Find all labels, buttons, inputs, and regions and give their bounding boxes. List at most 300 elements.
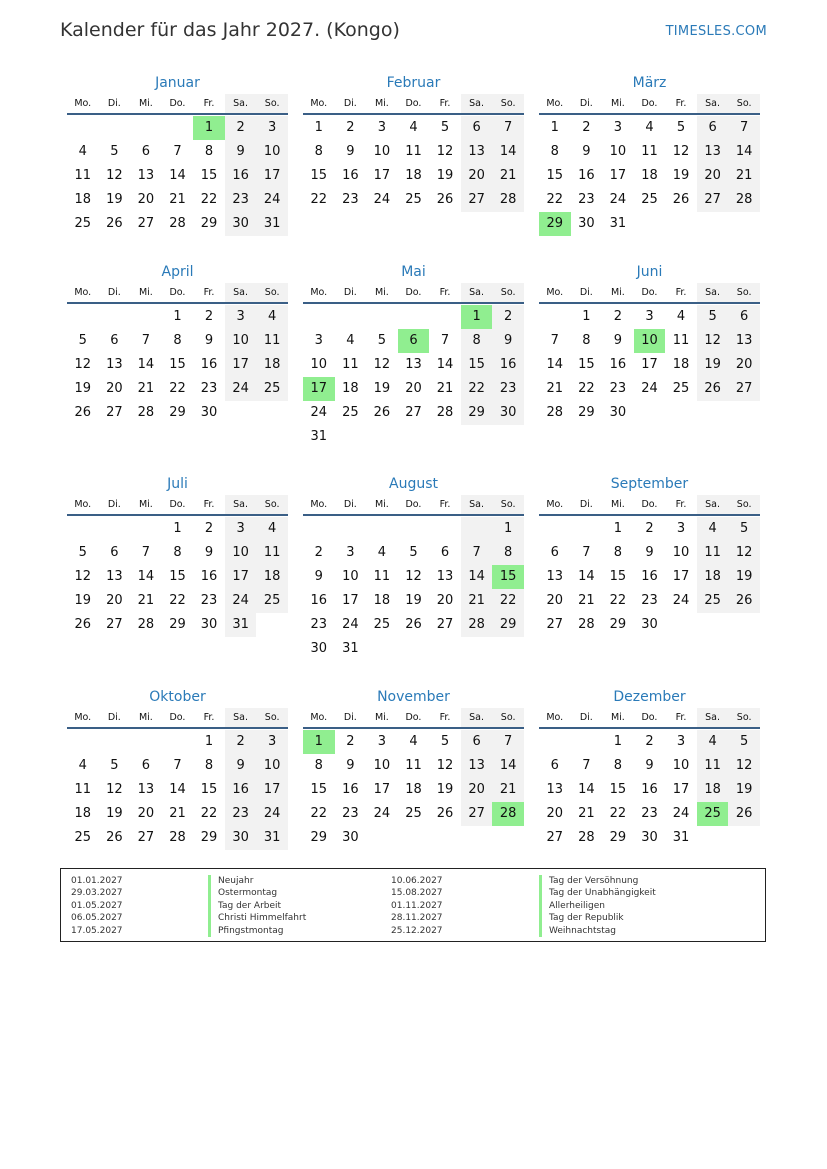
- weekday-label: Mi.: [138, 287, 153, 298]
- weekday-label: So.: [256, 495, 288, 514]
- day-cell: 7: [173, 144, 182, 159]
- weekday-label: Sa.: [697, 94, 729, 113]
- weekday-label: Do.: [405, 712, 422, 723]
- day-cell: 25: [342, 405, 359, 420]
- day-cell: 14: [546, 357, 564, 372]
- day-cell: 9: [645, 758, 654, 773]
- day-cell: 9: [613, 333, 623, 348]
- day-cell: 17: [256, 778, 288, 802]
- empty-cell: [256, 401, 288, 425]
- day-cell: 21: [436, 381, 454, 396]
- day-cell: 23: [578, 192, 595, 207]
- day-cell: 29: [200, 830, 218, 845]
- day-cell: 23: [492, 377, 524, 401]
- day-cell: 15: [546, 168, 564, 183]
- day-cell: 21: [728, 164, 760, 188]
- weekday-label: Sa.: [225, 708, 257, 727]
- weekday-label: Sa.: [461, 283, 493, 302]
- weekday-header: [67, 94, 288, 115]
- day-cell: 18: [405, 168, 422, 183]
- empty-cell: [539, 305, 571, 329]
- day-cell: 10: [672, 758, 690, 773]
- day-cell: 26: [728, 802, 760, 826]
- day-grid: [539, 305, 760, 425]
- weekday-label: Di.: [579, 98, 593, 109]
- day-cell: 14: [492, 754, 524, 778]
- weekday-label: Mo.: [74, 98, 92, 109]
- day-cell: 15: [578, 357, 595, 372]
- weekday-label: Mo.: [546, 287, 564, 298]
- day-cell: 22: [310, 192, 328, 207]
- day-cell: 30: [641, 617, 658, 632]
- weekday-label: Mi.: [610, 499, 625, 510]
- empty-cell: [539, 730, 571, 754]
- day-cell: 26: [697, 377, 729, 401]
- empty-cell: [67, 517, 99, 541]
- day-cell: 28: [169, 216, 186, 231]
- day-cell: 23: [342, 806, 359, 821]
- day-cell: 14: [728, 140, 760, 164]
- day-cell: 8: [204, 758, 214, 773]
- day-cell: 24: [672, 593, 690, 608]
- month-name: Februar: [386, 75, 441, 91]
- weekday-label: Mo.: [546, 712, 564, 723]
- day-cell: 17: [609, 168, 627, 183]
- empty-cell: [366, 826, 398, 850]
- day-cell: 20: [137, 806, 155, 821]
- day-cell: 30: [310, 641, 328, 656]
- weekday-label: Fr.: [203, 499, 215, 510]
- day-grid: [303, 305, 524, 449]
- empty-cell: [461, 637, 493, 661]
- holiday-date: 28.11.2027: [391, 913, 443, 924]
- brand-logo[interactable]: TIMESLES.COM: [665, 24, 767, 39]
- day-cell: 31: [225, 613, 257, 637]
- day-cell: 27: [697, 188, 729, 212]
- empty-cell: [461, 425, 493, 449]
- day-cell: 9: [204, 545, 214, 560]
- day-cell: 19: [697, 353, 729, 377]
- day-cell: 29: [578, 405, 595, 420]
- empty-cell: [335, 425, 367, 449]
- month-10: [67, 686, 288, 850]
- day-cell: 10: [373, 144, 391, 159]
- day-cell: 4: [409, 734, 418, 749]
- empty-cell: [697, 401, 729, 425]
- empty-cell: [492, 425, 524, 449]
- day-cell: 18: [342, 381, 359, 396]
- empty-cell: [728, 613, 760, 637]
- day-cell: 28: [728, 188, 760, 212]
- day-cell: 2: [204, 521, 214, 536]
- empty-cell: [429, 637, 461, 661]
- day-cell: 29: [609, 830, 627, 845]
- holiday-names-left: [208, 875, 306, 937]
- weekday-label: Mo.: [310, 287, 328, 298]
- day-cell: 31: [342, 641, 359, 656]
- holiday-name: Tag der Unabhängigkeit: [549, 888, 656, 899]
- day-cell: 7: [173, 758, 182, 773]
- empty-cell: [99, 517, 131, 541]
- day-cell: 22: [169, 381, 186, 396]
- holiday-date: 01.11.2027: [391, 900, 443, 911]
- day-cell: 24: [225, 589, 257, 613]
- empty-cell: [728, 826, 760, 850]
- day-cell: 2: [645, 734, 654, 749]
- day-cell: 14: [169, 782, 186, 797]
- weekday-label: Di.: [107, 287, 121, 298]
- day-cell: 1: [613, 521, 623, 536]
- holiday-day-cell: 1: [303, 730, 335, 754]
- day-cell: 9: [346, 144, 355, 159]
- day-cell: 13: [137, 782, 155, 797]
- month-name: Juni: [636, 264, 663, 280]
- holiday-day-cell: 29: [539, 212, 571, 236]
- weekday-header: [303, 94, 524, 115]
- month-1: [67, 72, 288, 236]
- day-cell: 13: [405, 357, 422, 372]
- empty-cell: [728, 401, 760, 425]
- day-cell: 14: [578, 569, 595, 584]
- day-cell: 5: [110, 144, 119, 159]
- day-cell: 16: [200, 357, 218, 372]
- day-cell: 24: [641, 381, 658, 396]
- day-cell: 4: [697, 730, 729, 754]
- empty-cell: [67, 305, 99, 329]
- day-cell: 5: [728, 517, 760, 541]
- empty-cell: [492, 826, 524, 850]
- empty-cell: [162, 730, 194, 754]
- day-cell: 30: [609, 405, 627, 420]
- day-cell: 17: [225, 565, 257, 589]
- day-cell: 26: [405, 617, 422, 632]
- day-cell: 15: [310, 168, 328, 183]
- day-cell: 19: [672, 168, 690, 183]
- day-cell: 24: [256, 188, 288, 212]
- day-cell: 9: [346, 758, 355, 773]
- day-cell: 27: [106, 405, 123, 420]
- day-cell: 25: [373, 617, 391, 632]
- day-cell: 21: [169, 806, 186, 821]
- holiday-name: Ostermontag: [218, 888, 278, 899]
- day-cell: 7: [461, 541, 493, 565]
- day-cell: 6: [141, 144, 151, 159]
- weekday-label: So.: [256, 94, 288, 113]
- empty-cell: [99, 305, 131, 329]
- weekday-label: So.: [728, 283, 760, 302]
- empty-cell: [665, 212, 697, 236]
- day-cell: 15: [169, 569, 186, 584]
- month-2: [303, 72, 524, 212]
- day-cell: 6: [697, 116, 729, 140]
- weekday-header: [539, 495, 760, 516]
- day-cell: 24: [225, 377, 257, 401]
- day-cell: 14: [436, 357, 454, 372]
- day-cell: 9: [645, 545, 654, 560]
- day-cell: 4: [346, 333, 355, 348]
- day-grid: [303, 116, 524, 212]
- weekday-label: Do.: [641, 287, 658, 298]
- day-cell: 20: [106, 593, 123, 608]
- empty-cell: [398, 425, 430, 449]
- day-cell: 22: [609, 806, 627, 821]
- holiday-date: 01.01.2027: [71, 876, 123, 886]
- day-cell: 18: [697, 565, 729, 589]
- weekday-label: Mo.: [546, 499, 564, 510]
- day-cell: 26: [672, 192, 690, 207]
- day-cell: 14: [137, 569, 155, 584]
- day-cell: 11: [256, 329, 288, 353]
- day-cell: 26: [106, 830, 123, 845]
- day-cell: 8: [613, 758, 623, 773]
- day-cell: 21: [137, 593, 155, 608]
- empty-cell: [162, 116, 194, 140]
- day-cell: 2: [645, 521, 654, 536]
- empty-cell: [303, 517, 335, 541]
- day-cell: 23: [225, 802, 257, 826]
- day-cell: 23: [200, 381, 218, 396]
- day-cell: 7: [492, 116, 524, 140]
- month-name: August: [389, 476, 438, 492]
- day-cell: 15: [310, 782, 328, 797]
- day-cell: 20: [461, 778, 493, 802]
- day-cell: 30: [342, 830, 359, 845]
- day-cell: 10: [310, 357, 328, 372]
- day-cell: 29: [492, 613, 524, 637]
- weekday-header: [67, 708, 288, 729]
- day-cell: 5: [440, 120, 450, 135]
- empty-cell: [130, 517, 162, 541]
- weekday-label: Mo.: [310, 98, 328, 109]
- day-cell: 8: [492, 541, 524, 565]
- day-cell: 27: [546, 830, 564, 845]
- weekday-label: Sa.: [697, 495, 729, 514]
- day-cell: 27: [405, 405, 422, 420]
- day-cell: 11: [697, 754, 729, 778]
- day-cell: 5: [110, 758, 119, 773]
- weekday-label: So.: [492, 283, 524, 302]
- holiday-date: 17.05.2027: [71, 925, 123, 936]
- day-cell: 25: [256, 377, 288, 401]
- day-cell: 27: [106, 617, 123, 632]
- day-cell: 25: [405, 806, 422, 821]
- day-cell: 30: [225, 212, 257, 236]
- day-cell: 14: [137, 357, 155, 372]
- day-cell: 24: [672, 806, 690, 821]
- weekday-label: Sa.: [225, 94, 257, 113]
- day-cell: 5: [728, 730, 760, 754]
- day-cell: 19: [373, 381, 391, 396]
- day-cell: 10: [672, 545, 690, 560]
- day-cell: 8: [550, 144, 559, 159]
- day-cell: 3: [225, 517, 257, 541]
- holiday-day-cell: 28: [492, 802, 524, 826]
- day-cell: 25: [641, 192, 658, 207]
- day-cell: 11: [405, 144, 422, 159]
- day-cell: 11: [256, 541, 288, 565]
- day-cell: 3: [346, 545, 355, 560]
- day-cell: 22: [609, 593, 627, 608]
- day-cell: 2: [346, 734, 355, 749]
- month-name: September: [610, 476, 689, 492]
- day-cell: 12: [405, 569, 422, 584]
- day-cell: 23: [641, 593, 658, 608]
- day-cell: 28: [578, 830, 595, 845]
- day-cell: 6: [728, 305, 760, 329]
- weekday-label: Mi.: [610, 98, 625, 109]
- day-grid: [303, 517, 524, 661]
- day-cell: 30: [578, 216, 595, 231]
- holiday-dates-left: [71, 875, 123, 937]
- empty-cell: [130, 730, 162, 754]
- day-cell: 17: [373, 168, 391, 183]
- holiday-date: 15.08.2027: [391, 888, 443, 899]
- day-cell: 2: [314, 545, 323, 560]
- day-cell: 28: [137, 617, 155, 632]
- empty-cell: [665, 401, 697, 425]
- day-cell: 28: [492, 188, 524, 212]
- weekday-label: Mo.: [74, 712, 92, 723]
- weekday-header: [67, 495, 288, 516]
- day-cell: 5: [697, 305, 729, 329]
- day-cell: 1: [550, 120, 559, 135]
- day-cell: 15: [200, 782, 218, 797]
- weekday-label: Mo.: [310, 499, 328, 510]
- day-cell: 9: [225, 754, 257, 778]
- day-cell: 30: [641, 830, 658, 845]
- day-cell: 7: [582, 758, 591, 773]
- day-cell: 3: [676, 521, 686, 536]
- day-cell: 3: [676, 734, 686, 749]
- day-cell: 4: [377, 545, 387, 560]
- day-cell: 12: [106, 168, 123, 183]
- day-cell: 15: [200, 168, 218, 183]
- weekday-label: Fr.: [675, 712, 687, 723]
- day-cell: 6: [550, 758, 559, 773]
- day-cell: 2: [225, 116, 257, 140]
- day-cell: 11: [74, 782, 92, 797]
- weekday-label: Fr.: [675, 98, 687, 109]
- weekday-label: Do.: [169, 499, 186, 510]
- day-cell: 6: [461, 730, 493, 754]
- weekday-label: Mi.: [138, 499, 153, 510]
- day-cell: 28: [137, 405, 155, 420]
- day-cell: 13: [106, 357, 123, 372]
- day-cell: 1: [173, 521, 182, 536]
- empty-cell: [366, 517, 398, 541]
- weekday-label: Do.: [169, 712, 186, 723]
- day-cell: 19: [74, 593, 92, 608]
- day-grid: [67, 730, 288, 850]
- weekday-label: Fr.: [203, 98, 215, 109]
- day-cell: 13: [697, 140, 729, 164]
- day-cell: 16: [641, 569, 658, 584]
- day-cell: 20: [697, 164, 729, 188]
- empty-cell: [429, 826, 461, 850]
- day-cell: 28: [578, 617, 595, 632]
- day-cell: 17: [641, 357, 658, 372]
- day-cell: 31: [256, 212, 288, 236]
- day-cell: 10: [342, 569, 359, 584]
- empty-cell: [429, 517, 461, 541]
- day-cell: 8: [204, 144, 214, 159]
- day-cell: 6: [440, 545, 450, 560]
- weekday-label: Sa.: [225, 283, 257, 302]
- day-cell: 2: [346, 120, 355, 135]
- empty-cell: [634, 401, 666, 425]
- day-cell: 29: [310, 830, 328, 845]
- day-cell: 6: [461, 116, 493, 140]
- day-cell: 21: [578, 806, 595, 821]
- weekday-label: Di.: [579, 287, 593, 298]
- day-cell: 27: [546, 617, 564, 632]
- day-cell: 3: [613, 120, 623, 135]
- day-cell: 5: [377, 333, 387, 348]
- day-cell: 26: [373, 405, 391, 420]
- weekday-label: Fr.: [675, 499, 687, 510]
- day-cell: 31: [609, 216, 627, 231]
- day-cell: 16: [578, 168, 595, 183]
- month-9: [539, 473, 760, 637]
- month-7: [67, 473, 288, 637]
- day-cell: 26: [74, 405, 92, 420]
- day-cell: 25: [405, 192, 422, 207]
- day-cell: 3: [225, 305, 257, 329]
- day-cell: 17: [256, 164, 288, 188]
- day-cell: 23: [310, 617, 328, 632]
- day-cell: 8: [461, 329, 493, 353]
- empty-cell: [335, 517, 367, 541]
- weekday-label: Fr.: [439, 712, 451, 723]
- empty-cell: [99, 116, 131, 140]
- day-cell: 22: [492, 589, 524, 613]
- day-cell: 10: [256, 754, 288, 778]
- day-cell: 13: [436, 569, 454, 584]
- holiday-day-cell: 25: [697, 802, 729, 826]
- day-cell: 29: [169, 405, 186, 420]
- day-cell: 20: [436, 593, 454, 608]
- empty-cell: [335, 305, 367, 329]
- day-cell: 18: [697, 778, 729, 802]
- empty-cell: [728, 212, 760, 236]
- day-cell: 19: [436, 782, 454, 797]
- weekday-header: [539, 283, 760, 304]
- weekday-label: Sa.: [225, 495, 257, 514]
- weekday-label: Fr.: [203, 287, 215, 298]
- day-cell: 22: [200, 806, 218, 821]
- holiday-date: 06.05.2027: [71, 913, 123, 924]
- day-cell: 9: [204, 333, 214, 348]
- day-cell: 20: [546, 593, 564, 608]
- day-cell: 8: [173, 333, 182, 348]
- day-cell: 12: [436, 144, 454, 159]
- day-cell: 25: [256, 589, 288, 613]
- weekday-label: Mo.: [310, 712, 328, 723]
- day-cell: 13: [461, 140, 493, 164]
- day-cell: 13: [137, 168, 155, 183]
- empty-cell: [461, 826, 493, 850]
- day-cell: 25: [74, 216, 92, 231]
- day-cell: 6: [550, 545, 559, 560]
- day-cell: 11: [641, 144, 658, 159]
- weekday-header: [303, 708, 524, 729]
- month-name: April: [161, 264, 194, 280]
- day-cell: 11: [342, 357, 359, 372]
- day-cell: 14: [169, 168, 186, 183]
- day-cell: 19: [106, 192, 123, 207]
- empty-cell: [67, 116, 99, 140]
- day-cell: 20: [728, 353, 760, 377]
